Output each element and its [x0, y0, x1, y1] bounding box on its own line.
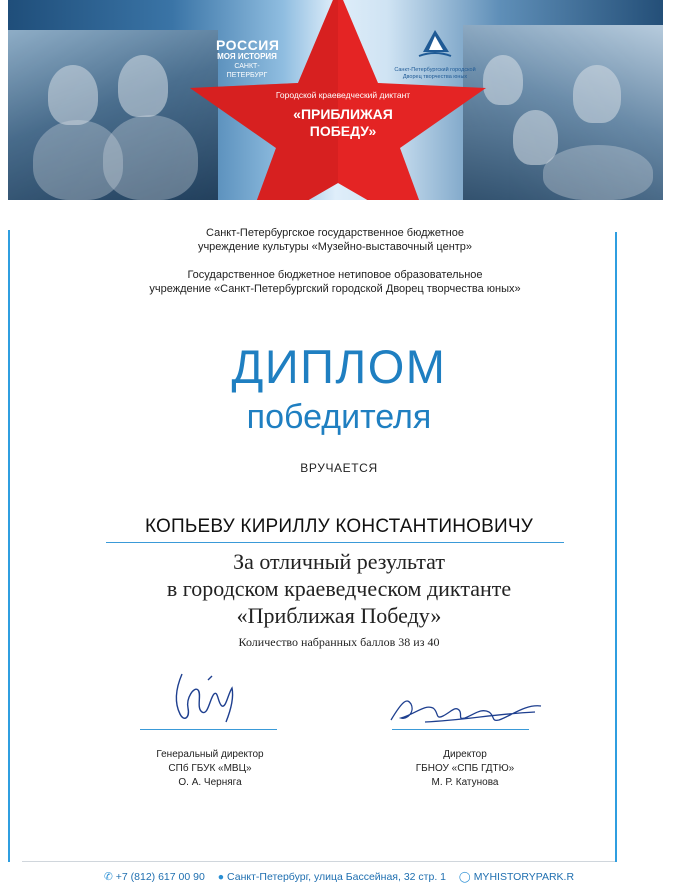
score-text: Количество набранных баллов 38 из 40 [238, 635, 440, 649]
organization-2 [40, 268, 630, 296]
footer-address [218, 871, 446, 883]
footer-website[interactable] [459, 871, 574, 883]
reason-line-3: «Приближая Победу» [236, 603, 442, 628]
archive-photo-left [8, 30, 218, 200]
star-small-text: Городской краеведческий диктант [275, 90, 411, 100]
star-caption [273, 90, 413, 140]
footer-address-text: Санкт-Петербург, улица Бассейная, 32 стр. 1 [227, 871, 446, 883]
footer [0, 871, 678, 883]
map-pin-icon: ● [217, 871, 225, 883]
logo-russia-line3: САНКТ-ПЕТЕРБУРГ [226, 63, 268, 79]
signer-right [375, 748, 555, 790]
russia-my-history-logo [216, 38, 278, 80]
sail-icon [415, 28, 455, 62]
signature-right-line [392, 729, 529, 730]
globe-icon: ◯ [458, 871, 471, 883]
footer-phone-text: +7 (812) 617 00 90 [115, 871, 205, 883]
signer-right-org: ГБНОУ «СПБ ГДТЮ» [415, 763, 515, 774]
frame-right-border [615, 232, 617, 862]
diploma-title: ДИПЛОМ [231, 340, 447, 393]
signature-left-line [140, 729, 277, 730]
dvorets-logo-text: Санкт-Петербургский городской Дворец творчества юных [394, 67, 476, 80]
signer-left-name: О. А. Черняга [178, 777, 242, 788]
org1-line2: учреждение культуры «Музейно-выставочный центр» [197, 241, 473, 253]
organization-1 [40, 226, 630, 254]
signer-right-name: М. Р. Катунова [431, 777, 499, 788]
footer-website-text: MYHISTORYPARK.R [473, 871, 575, 883]
reason-line-1: За отличный результат [233, 549, 445, 574]
recipient-underline [106, 542, 564, 543]
signer-left-title: Генеральный директор [156, 749, 264, 760]
archive-photo-right [463, 25, 663, 200]
reason-line-2: в городском краеведческом диктанте [166, 576, 512, 601]
signer-right-title: Директор [443, 749, 487, 760]
org2-line1: Государственное бюджетное нетиповое образовательное [187, 269, 483, 281]
org2-line2: учреждение «Санкт-Петербургский городской Дворец творчества юных» [149, 283, 521, 295]
signer-left [120, 748, 300, 790]
dvorets-logo [390, 28, 480, 81]
phone-icon: ✆ [103, 871, 113, 883]
star-big-text: «ПРИБЛИЖАЯ ПОБЕДУ» [293, 106, 393, 139]
org1-line1: Санкт-Петербургское государственное бюджетное [206, 227, 464, 239]
footer-divider [22, 861, 615, 862]
header-banner [8, 0, 663, 200]
logo-russia-line2: МОЯ ИСТОРИЯ [217, 52, 277, 61]
recipient-name: КОПЬЕВУ КИРИЛЛУ КОНСТАНТИНОВИЧУ [145, 516, 533, 537]
frame-left-border [8, 230, 10, 862]
awarded-label: ВРУЧАЕТСЯ [300, 461, 378, 475]
signer-left-org: СПб ГБУК «МВЦ» [168, 763, 252, 774]
signature-left-icon [168, 668, 248, 728]
diploma-subtitle: победителя [246, 398, 432, 436]
footer-phone[interactable] [104, 871, 205, 883]
signature-right-icon [385, 690, 545, 730]
logo-russia-line1: РОССИЯ [216, 37, 280, 53]
